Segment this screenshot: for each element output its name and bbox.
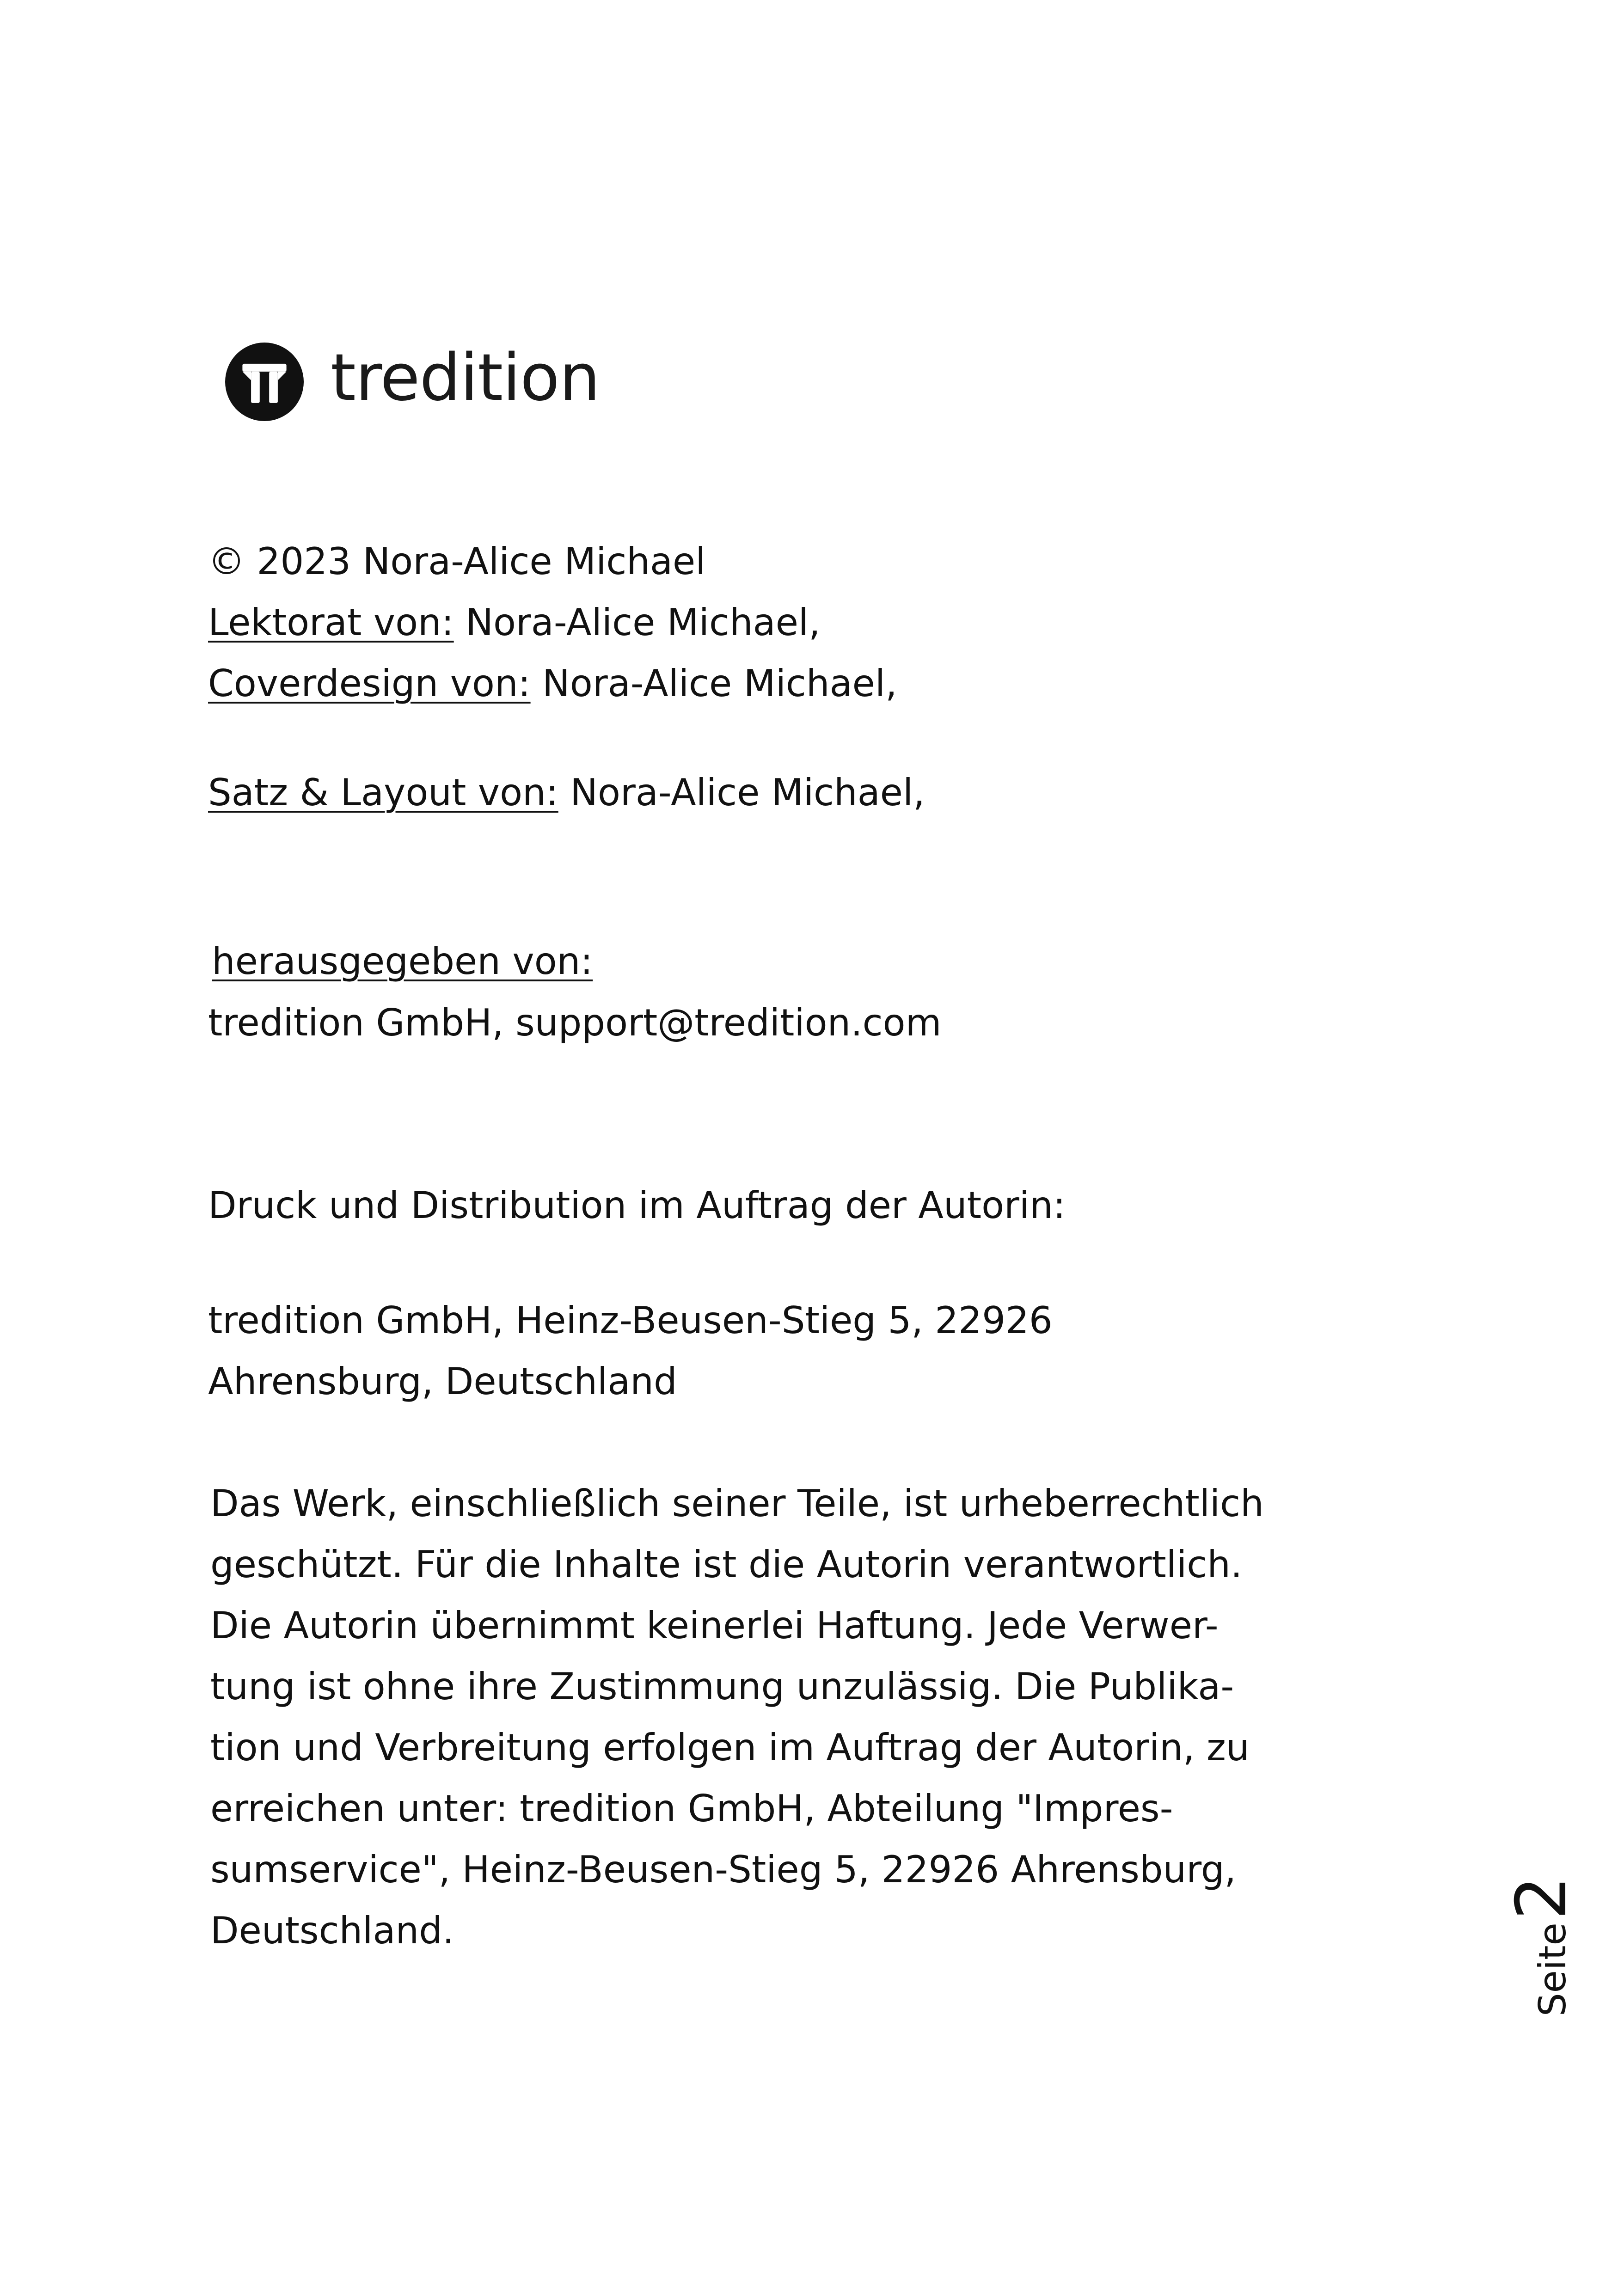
satz-layout-value: Nora-Alice Michael, bbox=[558, 771, 925, 814]
coverdesign-line bbox=[208, 662, 897, 705]
print-heading: Druck und Distribution im Auftrag der Autorin: bbox=[208, 1184, 1066, 1227]
page-number-digit: 2 bbox=[1502, 1875, 1582, 1920]
logo-wordmark: tredition bbox=[331, 340, 600, 416]
legal-line: tion und Verbreitung erfolgen im Auftrag der Autorin, zu bbox=[210, 1726, 1250, 1769]
legal-line: tung ist ohne ihre Zustimmung unzulässig. Die Publika- bbox=[210, 1665, 1234, 1708]
legal-line: erreichen unter: tredition GmbH, Abteilung "Impres- bbox=[210, 1787, 1173, 1830]
legal-line: sumservice", Heinz-Beusen-Stieg 5, 22926 Ahrensburg, bbox=[210, 1848, 1236, 1891]
legal-line: Die Autorin übernimmt keinerlei Haftung. Jede Verwer- bbox=[210, 1604, 1219, 1647]
print-address-line2: Ahrensburg, Deutschland bbox=[208, 1360, 677, 1403]
legal-paragraph bbox=[210, 1473, 1320, 1961]
lektorat-label: Lektorat von: bbox=[208, 601, 454, 644]
coverdesign-label: Coverdesign von: bbox=[208, 662, 531, 705]
publisher-label: herausgegeben von: bbox=[212, 940, 593, 983]
print-address-line1: tredition GmbH, Heinz-Beusen-Stieg 5, 22926 bbox=[208, 1299, 1053, 1342]
page-number-word: Seite bbox=[1531, 1923, 1574, 2017]
coverdesign-value: Nora-Alice Michael, bbox=[530, 662, 897, 705]
publisher-logo bbox=[225, 340, 600, 421]
lektorat-value: Nora-Alice Michael, bbox=[454, 601, 821, 644]
satz-layout-line bbox=[208, 771, 925, 814]
publisher-label-line bbox=[212, 940, 593, 983]
satz-layout-label: Satz & Layout von: bbox=[208, 771, 558, 814]
legal-line: Deutschland. bbox=[210, 1909, 454, 1952]
publisher-value: tredition GmbH, support@tredition.com bbox=[208, 1001, 942, 1044]
legal-line: geschützt. Für die Inhalte ist die Autorin verantwortlich. bbox=[210, 1543, 1243, 1586]
page-number bbox=[1502, 1875, 1582, 2017]
copyright-line: © 2023 Nora-Alice Michael bbox=[208, 540, 706, 583]
tredition-logo-icon bbox=[225, 343, 304, 421]
lektorat-line bbox=[208, 601, 821, 644]
legal-line: Das Werk, einschließlich seiner Teile, ist urheberrechtlich bbox=[210, 1482, 1264, 1525]
